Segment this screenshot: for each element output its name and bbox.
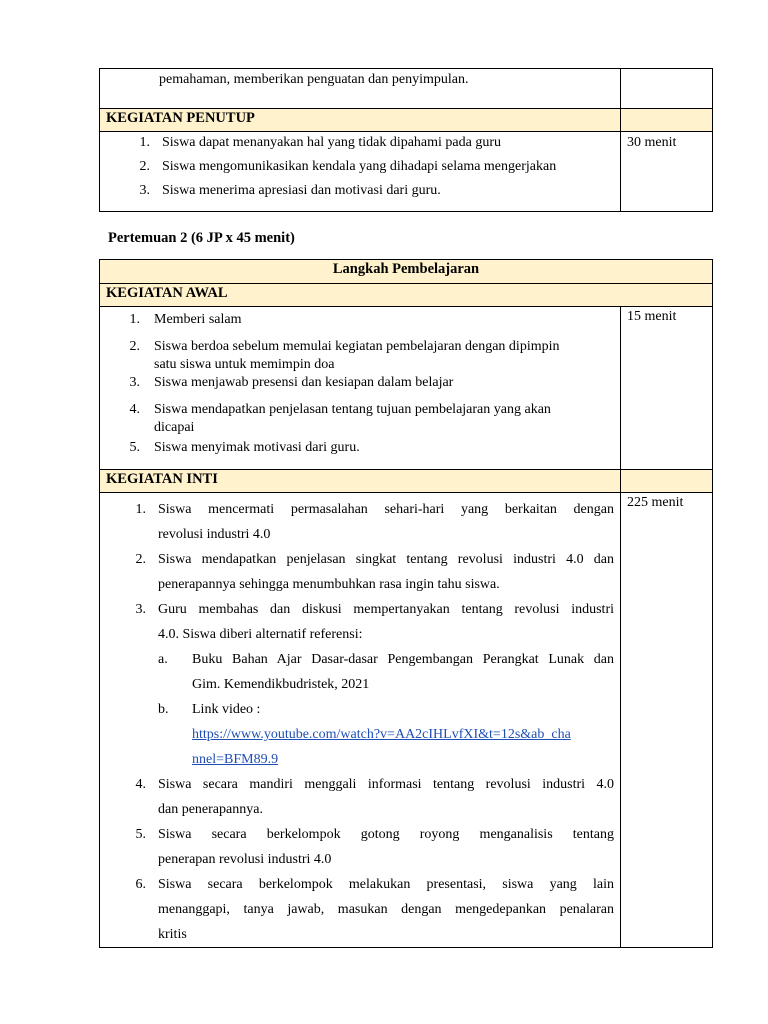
continuation-text: pemahaman, memberikan penguatan dan penyimpulan. [159, 72, 469, 87]
core-header: KEGIATAN INTI [100, 470, 621, 493]
core-list-cell [100, 493, 621, 948]
list-item: 2. Siswa mengomunikasikan kendala yang dihadapi selama mengerjakan [139, 159, 557, 174]
list-item: 4. Siswa secara mandiri menggali informasi tentang revolusi industri 4.0 dan penerapannya. [135, 777, 614, 817]
opening-list-cell [100, 307, 621, 470]
list-item: 2. Siswa mendapatkan penjelasan singkat tentang revolusi industri 4.0 dan penerapannya sehingga menumbuhkan rasa ingin tahu siswa. [135, 552, 614, 592]
sub-item-a: a. Buku Bahan Ajar Dasar-dasar Pengembangan Perangkat Lunak dan Gim. Kemendikbudristek, 2021 [158, 652, 614, 692]
closing-list [100, 132, 620, 207]
meeting-title: Pertemuan 2 (6 JP x 45 menit) [108, 230, 295, 246]
duration-cell: 30 menit [621, 132, 713, 212]
opening-duration-cell: 15 menit [621, 307, 713, 470]
closing-list-cell [100, 132, 621, 212]
continuation-cell [100, 69, 621, 109]
list-item: 6. Siswa secara berkelompok melakukan presentasi, siswa yang lain menanggapi, tanya jawab, masukan dengan mengedepankan penalaran kritis [135, 877, 614, 942]
opening-header: KEGIATAN AWAL [100, 284, 713, 307]
list-item: 3. Siswa menerima apresiasi dan motivasi dari guru. [139, 183, 441, 198]
empty-cell [621, 69, 713, 109]
list-item: 1. Memberi salam [129, 312, 242, 327]
list-item: 1. Siswa mencermati permasalahan sehari-hari yang berkaitan dengan revolusi industri 4.0 [135, 502, 614, 542]
opening-list [100, 307, 620, 457]
steps-title: Langkah Pembelajaran [100, 260, 713, 284]
closing-activities-table [99, 68, 713, 212]
list-item: 3. Siswa menjawab presensi dan kesiapan dalam belajar [129, 375, 454, 390]
closing-header: KEGIATAN PENUTUP [100, 109, 621, 132]
header-side-cell [621, 109, 713, 132]
video-link[interactable]: https://www.youtube.com/watch?v=AA2cIHLvfXI&t=12s&ab_cha nnel=BFM89.9 [192, 727, 571, 767]
core-duration-cell: 225 menit [621, 493, 713, 948]
sub-item-b: b. Link video : https://www.youtube.com/watch?v=AA2cIHLvfXI&t=12s&ab_cha nnel=BFM89.9 [158, 697, 614, 772]
header-side-cell [621, 470, 713, 493]
list-item: 1. Siswa dapat menanyakan hal yang tidak dipahami pada guru [139, 135, 502, 150]
list-item: 5. Siswa secara berkelompok gotong royong menganalisis tentang penerapan revolusi industri 4.0 [135, 827, 614, 867]
list-item: 2. Siswa berdoa sebelum memulai kegiatan pembelajaran dengan dipimpin satu siswa untuk memimpin doa [129, 339, 560, 372]
learning-steps-table [99, 259, 713, 948]
list-item: 5. Siswa menyimak motivasi dari guru. [129, 440, 360, 455]
list-item: 3. Guru membahas dan diskusi mempertanyakan tentang revolusi industri 4.0. Siswa diberi alternatif referensi: a. Buku Bahan Ajar Dasar-dasar Pengembangan Perangkat Lunak dan Gim. Kemendikbudristek, 2021 b. Link video : https://www.youtube.com/watch?v=AA2cIHLvfXI&t=12s&ab_cha nnel=BFM89.9 [100, 597, 620, 772]
list-item: 4. Siswa mendapatkan penjelasan tentang tujuan pembelajaran yang akan dicapai [129, 402, 551, 435]
core-list [100, 493, 620, 947]
